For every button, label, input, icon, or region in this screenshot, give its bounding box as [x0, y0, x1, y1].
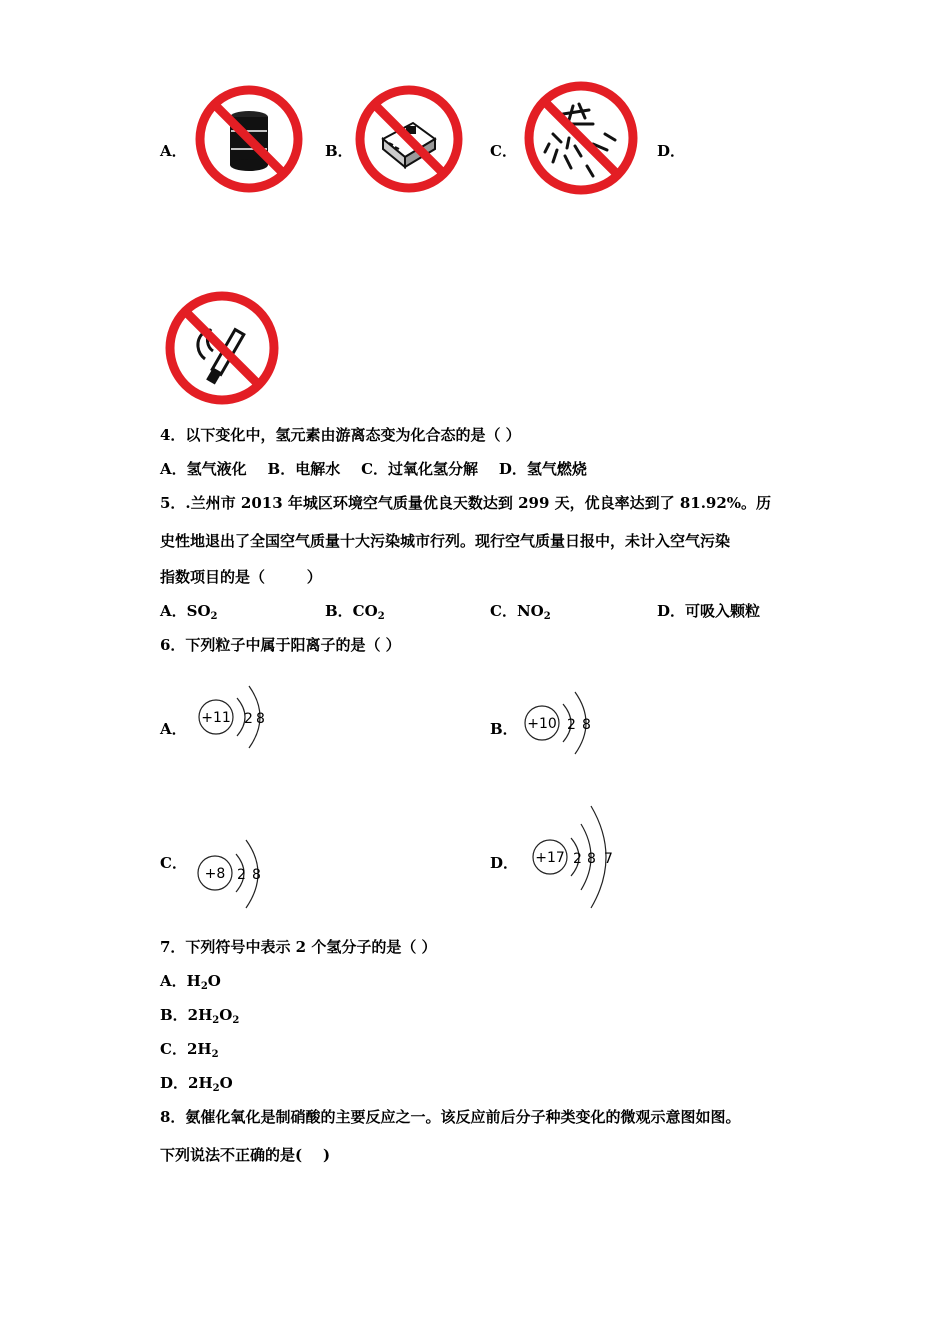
- q5-stem-line1: 5．.兰州市 2013 年城区环境空气质量优良天数达到 299 天，优良率达到了 81.92%。历: [160, 494, 772, 512]
- q6-d-shell1: 2: [573, 851, 582, 867]
- q7-option-c: C．$2H_2$: [160, 1040, 219, 1060]
- q6-option-c-label: C．: [160, 854, 187, 872]
- q5-option-b: B．$CO_2$: [325, 602, 385, 622]
- q6-d-shell3: 7: [604, 851, 613, 867]
- q6-option-d-label: D．: [490, 854, 519, 872]
- q5-option-d: D．可吸入颗粒: [657, 602, 761, 620]
- q6-option-d-atom-structure: [529, 800, 629, 916]
- q4-options: A．氢气液化 B．电解水 C．过氧化氢分解 D．氢气燃烧: [160, 460, 587, 478]
- no-smoking-sign-icon: [163, 289, 281, 407]
- q6-c-shell1: 2: [237, 867, 246, 883]
- q6-b-shell1: 2: [567, 717, 576, 733]
- q3-option-b-label: B．: [325, 142, 353, 160]
- q6-stem: 6．下列粒子中属于阳离子的是（ ）: [160, 636, 401, 654]
- no-matches-sign-icon: [353, 83, 465, 195]
- q6-c-nucleus: +8: [204, 866, 226, 882]
- q7-option-d: D．$2H_2O$: [160, 1074, 233, 1094]
- q7-stem: 7．下列符号中表示 2 个氢分子的是（ ）: [160, 938, 437, 956]
- q6-d-shell2: 8: [587, 851, 596, 867]
- q4-stem: 4．以下变化中，氢元素由游离态变为化合态的是（ ）: [160, 426, 521, 444]
- q6-option-b-atom-structure: [521, 680, 611, 768]
- q7-option-a: A．$H_2O$: [160, 972, 221, 992]
- q6-d-nucleus: +17: [535, 850, 565, 866]
- q6-c-shell2: 8: [252, 867, 261, 883]
- q5-option-c: C．$NO_2$: [490, 602, 551, 622]
- no-oil-drum-sign-icon: [193, 83, 305, 195]
- no-fireworks-sign-icon: [523, 80, 639, 196]
- q7-option-b: B．$2H_2O_2$: [160, 1006, 240, 1026]
- q6-option-c-atom-structure: [194, 830, 284, 918]
- q6-option-a-label: A．: [160, 720, 187, 738]
- q5-option-a: A．$SO_2$: [160, 602, 218, 622]
- q6-b-nucleus: +10: [527, 716, 557, 732]
- q6-a-shell1: 2: [244, 711, 253, 727]
- q6-a-shell2: 8: [256, 711, 265, 727]
- q8-stem-line1: 8．氨催化氧化是制硝酸的主要反应之一。该反应前后分子种类变化的微观示意图如图。: [160, 1108, 741, 1126]
- q6-a-nucleus: +11: [201, 710, 231, 726]
- q3-option-c-label: C．: [490, 142, 517, 160]
- q6-b-shell2: 8: [582, 717, 591, 733]
- q8-stem-line2: 下列说法不正确的是( ): [160, 1146, 331, 1164]
- q5-stem-line2: 史性地退出了全国空气质量十大污染城市行列。现行空气质量日报中，未计入空气污染: [160, 532, 731, 550]
- q3-option-d-label: D．: [657, 142, 686, 160]
- q6-option-a-atom-structure: [195, 676, 285, 764]
- q6-option-b-label: B．: [490, 720, 518, 738]
- q5-stem-line3: 指数项目的是（ ）: [160, 568, 322, 586]
- q3-option-a-label: A．: [160, 142, 187, 160]
